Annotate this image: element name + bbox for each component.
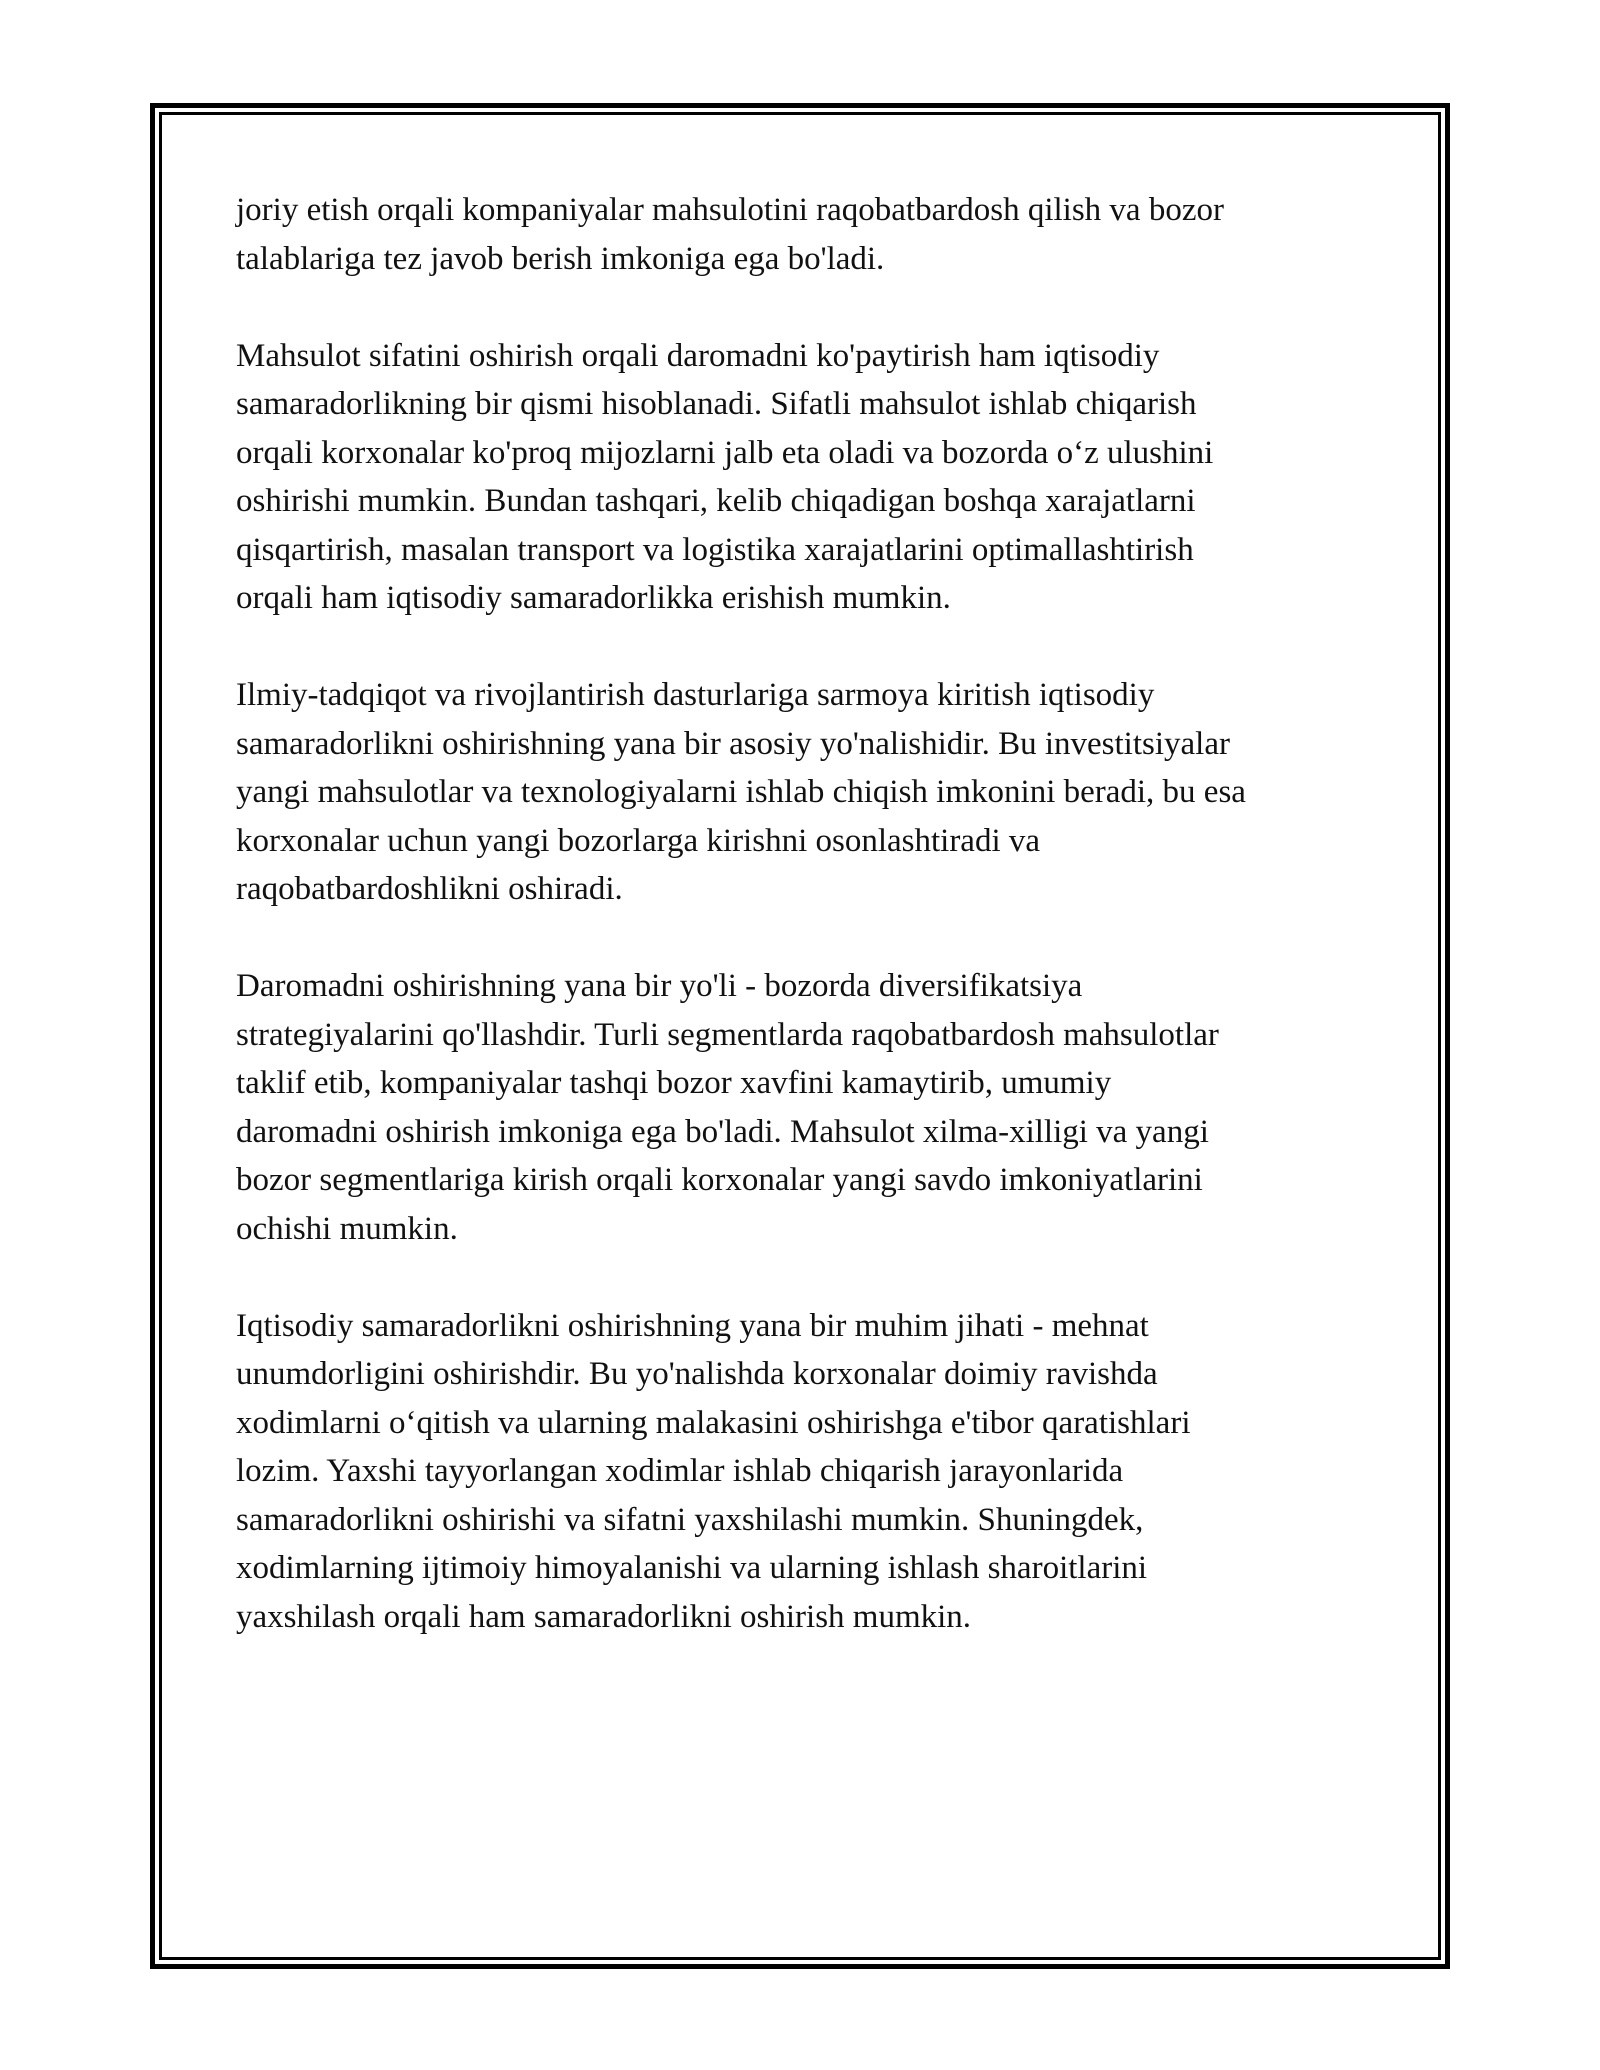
text-line: joriy etish orqali kompaniyalar mahsulotini raqobatbardosh qilish va bozor: [236, 192, 1224, 228]
text-line: bozor segmentlariga kirish orqali korxonalar yangi savdo imkoniyatlarini: [236, 1162, 1203, 1198]
text-line: qisqartirish, masalan transport va logistika xarajatlarini optimallashtirish: [236, 531, 1194, 568]
text-line: yangi mahsulotlar va texnologiyalarni ishlab chiqish imkonini beradi, bu esa: [236, 774, 1246, 810]
text-line: samaradorlikning bir qismi hisoblanadi. Sifatli mahsulot ishlab chiqarish: [236, 386, 1197, 422]
text-line: ochishi mumkin.: [236, 1210, 458, 1247]
text-line: unumdorligini oshirishdir. Bu yo'nalishda korxonalar doimiy ravishda: [236, 1356, 1158, 1392]
text-line: raqobatbardoshlikni oshiradi.: [236, 871, 623, 907]
paragraph-1: [236, 186, 1386, 283]
document-body: [236, 186, 1386, 1690]
text-line: oshirishi mumkin. Bundan tashqari, kelib chiqadigan boshqa xarajatlarni: [236, 483, 1196, 519]
paragraph-2: [236, 332, 1386, 623]
text-line: yaxshilash orqali ham samaradorlikni oshirish mumkin.: [236, 1598, 972, 1635]
text-line: daromadni oshirish imkoniga ega bo'ladi. Mahsulot xilma-xilligi va yangi: [236, 1113, 1209, 1150]
text-line: xodimlarning ijtimoiy himoyalanishi va ularning ishlash sharoitlarini: [236, 1550, 1148, 1586]
text-line: Mahsulot sifatini oshirish orqali daromadni ko'paytirish ham iqtisodiy: [236, 337, 1160, 374]
paragraph-3: [236, 671, 1386, 914]
text-line: talablariga tez javob berish imkoniga ega bo'ladi.: [236, 240, 885, 277]
paragraph-4: [236, 962, 1386, 1253]
text-line: taklif etib, kompaniyalar tashqi bozor xavfini kamaytirib, umumiy: [236, 1065, 1112, 1101]
text-line: samaradorlikni oshirishning yana bir asosiy yo'nalishidir. Bu investitsiyalar: [236, 725, 1230, 762]
text-line: orqali ham iqtisodiy samaradorlikka erishish mumkin.: [236, 580, 951, 616]
paragraph-5: [236, 1302, 1386, 1642]
text-line: Daromadni oshirishning yana bir yo'li - bozorda diversifikatsiya: [236, 968, 1083, 1004]
text-line: lozim. Yaxshi tayyorlangan xodimlar ishlab chiqarish jarayonlarida: [236, 1453, 1124, 1489]
text-line: Ilmiy-tadqiqot va rivojlantirish dasturlariga sarmoya kiritish iqtisodiy: [236, 677, 1155, 713]
text-line: xodimlarni o‘qitish va ularning malakasini oshirishga e'tibor qaratishlari: [236, 1404, 1191, 1441]
text-line: strategiyalarini qo'llashdir. Turli segmentlarda raqobatbardosh mahsulotlar: [236, 1016, 1219, 1053]
text-line: samaradorlikni oshirishi va sifatni yaxshilashi mumkin. Shuningdek,: [236, 1501, 1144, 1538]
text-line: Iqtisodiy samaradorlikni oshirishning yana bir muhim jihati - mehnat: [236, 1307, 1149, 1344]
text-line: korxonalar uchun yangi bozorlarga kirishni osonlashtiradi va: [236, 822, 1041, 859]
text-line: orqali korxonalar ko'proq mijozlarni jalb eta oladi va bozorda o‘z ulushini: [236, 434, 1214, 471]
